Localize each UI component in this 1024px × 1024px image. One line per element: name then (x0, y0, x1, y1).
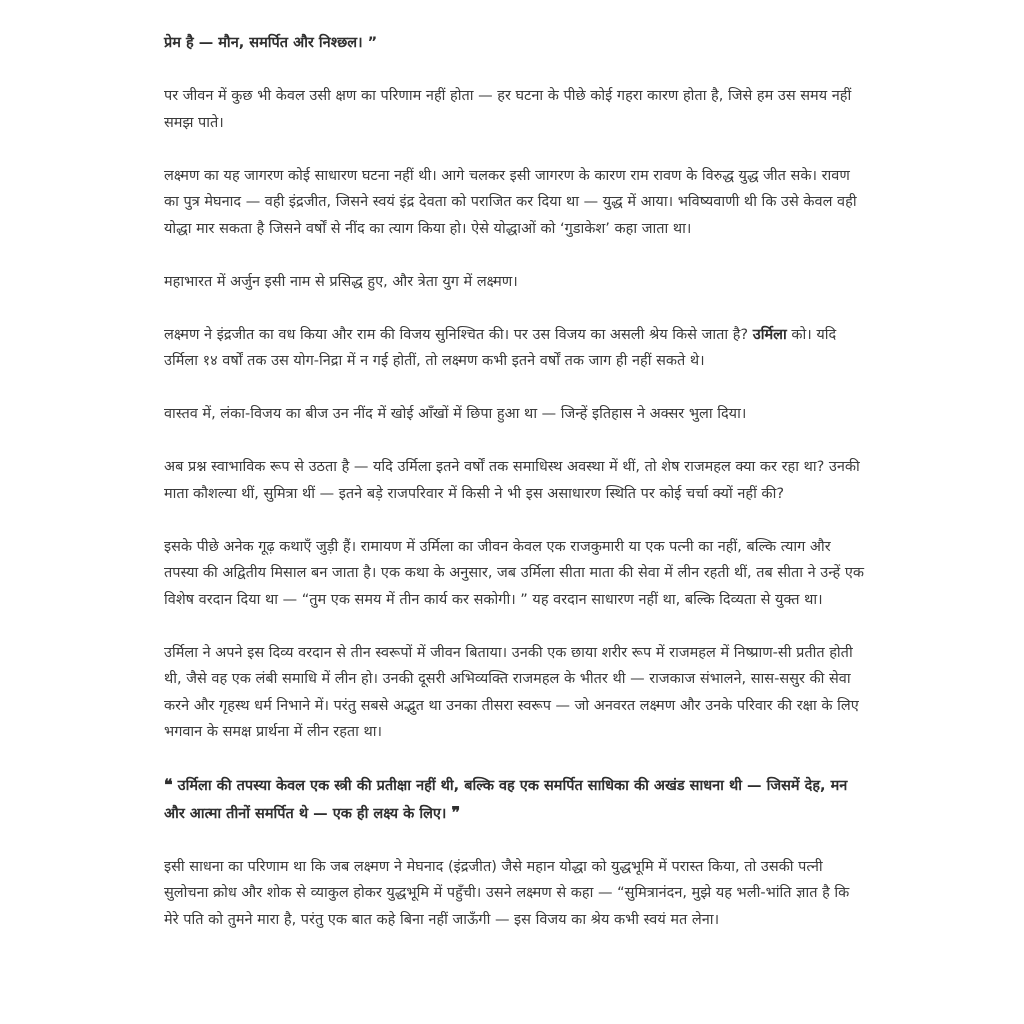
paragraph: इसके पीछे अनेक गूढ़ कथाएँ जुड़ी हैं। रामायण में उर्मिला का जीवन केवल एक राजकुमारी या एक पत्नी का नहीं, बल्कि त्याग और तपस्या की अद्वितीय मिसाल बन जाता है। एक कथा के अनुसार, जब उर्मिला सीता माता की सेवा में लीन रहती थीं, तब सीता ने उन्हें एक विशेष वरदान दिया था — “तुम एक समय में तीन कार्य कर सकोगी। ” यह वरदान साधारण नहीं था, बल्कि दिव्यता से युक्त था। (164, 538, 864, 608)
article-body (164, 30, 864, 960)
highlight-name: उर्मिला (752, 326, 787, 343)
paragraph: लक्ष्मण का यह जागरण कोई साधारण घटना नहीं थी। आगे चलकर इसी जागरण के कारण राम रावण के विरुद्ध युद्ध जीत सके। रावण का पुत्र मेघनाद — वही इंद्रजीत, जिसने स्वयं इंद्र देवता को पराजित कर दिया था — युद्ध में आया। भविष्यवाणी थी कि उसे केवल वही योद्धा मार सकता है जिसने वर्षों से नींद का त्याग किया हो। ऐसे योद्धाओं को ‘गुडाकेश’ कहा जाता था। (164, 167, 857, 237)
paragraph (164, 322, 864, 375)
quote-close-icon: ❞ (451, 802, 461, 822)
paragraph-quote-end: प्रेम है — मौन, समर्पित और निश्छल। ” (164, 35, 378, 51)
paragraph: महाभारत में अर्जुन इसी नाम से प्रसिद्ध हुए, और त्रेता युग में लक्ष्मण। (164, 273, 518, 290)
paragraph: वास्तव में, लंका-विजय का बीज उन नींद में खोई आँखों में छिपा हुआ था — जिन्हें इतिहास ने अक्सर भुला दिया। (164, 406, 747, 422)
paragraph: पर जीवन में कुछ भी केवल उसी क्षण का परिणाम नहीं होता — हर घटना के पीछे कोई गहरा कारण होता है, जिसे हम उस समय नहीं समझ पाते। (164, 88, 852, 131)
paragraph: उर्मिला ने अपने इस दिव्य वरदान से तीन स्वरूपों में जीवन बिताया। उनकी एक छाया शरीर रूप में राजमहल में निष्प्राण-सी प्रतीत होती थी, जैसे वह एक लंबी समाधि में लीन हो। उनकी दूसरी अभिव्यक्ति राजमहल के भीतर थी — राजकाज संभालने, सास-ससुर की सेवा करने और गृहस्थ धर्म निभाने में। परंतु सबसे अद्भुत था उनका तीसरा स्वरूप — जो अनवरत लक्ष्मण और उनके परिवार की रक्षा के लिए भगवान के समक्ष प्रार्थना में लीन रहता था। (164, 644, 859, 740)
pull-quote-text: उर्मिला की तपस्या केवल एक स्त्री की प्रतीक्षा नहीं थी, बल्कि वह एक समर्पित साधिका की अखंड साधना थी — जिसमें देह, मन और आत्मा तीनों समर्पित थे — एक ही लक्ष्य के लिए। (164, 778, 848, 822)
paragraph: अब प्रश्न स्वाभाविक रूप से उठता है — यदि उर्मिला इतने वर्षों तक समाधिस्थ अवस्था में थीं, तो शेष राजमहल क्या कर रहा था? उनकी माता कौशल्या थीं, सुमित्रा थीं — इतने बड़े राजपरिवार में किसी ने भी इस असाधारण स्थिति पर कोई चर्चा क्यों नहीं की? (164, 459, 860, 502)
pull-quote (164, 772, 864, 827)
paragraph-text: को। यदि उर्मिला १४ वर्षों तक उस योग-निद्रा में न गई होतीं, तो लक्ष्मण कभी इतने वर्षों तक जाग ही नहीं सकते थे। (164, 326, 837, 369)
paragraph: इसी साधना का परिणाम था कि जब लक्ष्मण ने मेघनाद (इंद्रजीत) जैसे महान योद्धा को युद्धभूमि में परास्त किया, तो उसकी पत्नी सुलोचना क्रोध और शोक से व्याकुल होकर युद्धभूमि में पहुँची। उसने लक्ष्मण से कहा — “सुमित्रानंदन, मुझे यह भली-भांति ज्ञात है कि मेरे पति को तुमने मारा है, परंतु एक बात कहे बिना नहीं जाऊँगी — इस विजय का श्रेय कभी स्वयं मत लेना। (164, 858, 850, 928)
paragraph-text: लक्ष्मण ने इंद्रजीत का वध किया और राम की विजय सुनिश्चित की। पर उस विजय का असली श्रेय किसे जाता है? (164, 326, 753, 343)
quote-open-icon: ❝ (164, 775, 173, 794)
